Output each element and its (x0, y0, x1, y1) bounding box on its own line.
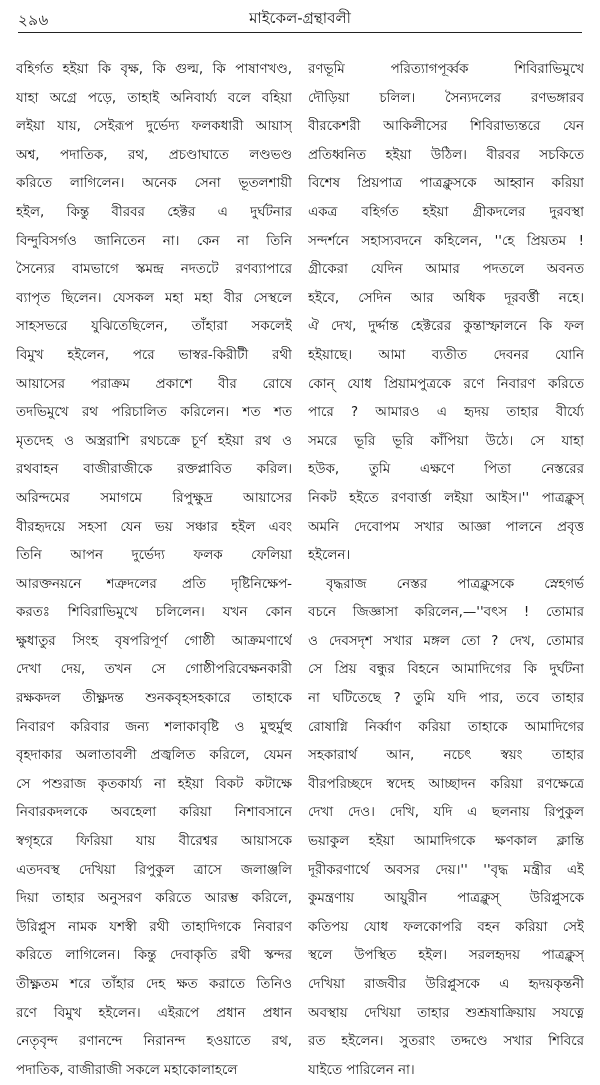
text-line: নিবারকদলকে অবহেলা করিয়া নিশাবসানে (16, 805, 292, 821)
text-line: আয়াসের পরাক্রম প্রকাশে বীর রোষে (16, 376, 292, 392)
text-line: করতঃ শিবিরাভিমুখে চলিলেন। যখন কোন (16, 605, 292, 621)
text-line: রণভূমি পরিত্যাগপূর্ব্বক শিবিরাভিমুখে (308, 62, 584, 77)
text-line: দেখা দেয়, তখন সে গোষ্ঠীপরিবেক্ষনকারী (16, 662, 292, 678)
text-line: এতদবস্থ দেখিয়া রিপুকুল ত্রাসে জলাঞ্জলি (16, 862, 292, 878)
text-line: সাহসভরে যুঝিতেছিলেন, তাঁহারা সকলেই (16, 319, 292, 335)
text-line: উরিপ্লুস নামক যশস্বী রথী তাহাদিগকে নিবারণ (16, 919, 292, 935)
text-line: কুমন্ত্রণায় আয়ুরীন পাত্রক্লুস্ উরিপ্লুসকে (308, 891, 584, 907)
text-line: ব্যাপৃত ছিলেন। যেসকল মহা মহা বীর সেস্থলে (16, 290, 292, 306)
text-line: হইল, কিন্তু বীরবর হেক্টর এ দুর্ঘটনার (16, 204, 292, 220)
text-line: বীরপরিচ্ছদে স্বদেহ আচ্ছাদন করিয়া রণক্ষেত্রে (308, 776, 584, 792)
text-columns (16, 56, 584, 1078)
text-line: বিমুখ হইলেন, পরে ভাস্বর-কিরীটী রথী (16, 347, 292, 363)
text-line: ও দেবসদৃশ সখার মঙ্গল তো ? দেখ, তোমার (308, 633, 584, 649)
text-line: ভয়াকুল হইয়া আমাদিগকে ক্ষণকাল ক্লান্তি (308, 834, 584, 850)
text-line: দূরীকরণার্থে অবসর দেয়।'' ''বৃদ্ধ মন্ত্রীর এই (308, 862, 584, 878)
text-line: ক্ষুধাতুর সিংহ বৃষপরিপূর্ণ গোষ্ঠী আক্রমণার্থে (16, 633, 292, 649)
text-line: বৃদ্ধরাজ নেস্তর পাত্রক্লুসকে স্নেহগর্ভ (326, 576, 584, 592)
text-line: বিশেষ প্রিয়পাত্র পাত্রক্লুসকে আহ্বান করিয়া (308, 176, 584, 192)
text-line: নিকট হইতে রণবার্ত্তা লইয়া আইস।'' পাত্রক্লুস্ (308, 490, 584, 506)
text-line: রথবাহন বাজীরাজীকে রক্তপ্লাবিত করিল। (16, 462, 292, 478)
text-line: পারে ? আমারও এ হৃদয় তাহার বীর্য্যে (308, 405, 584, 421)
left-column (16, 56, 292, 1078)
text-line: দেখিয়া রাজবীর উরিপ্লুসকে এ হৃদয়কৃন্তনী (308, 977, 584, 992)
text-line: তিনি আপন দুর্ভেদ্য ফলক ফেলিয়া (16, 548, 292, 564)
text-line: সে পশুরাজ কৃতকার্য্য না হইয়া বিকট কটাক্ষে (16, 776, 292, 792)
page-number: ২৯৬ (18, 11, 49, 29)
text-line: হইয়াছে। আমা ব্যতীত দেবনর যোনি (308, 347, 584, 363)
text-line: করিতে লাগিলেন। কিন্তু দেবাকৃতি রথী স্কন্দর (16, 948, 292, 964)
text-line: করিতে লাগিলেন। অনেক সেনা ভূতলশায়ী (16, 176, 292, 192)
text-line: কোন্ যোধ প্রিয়ামপুত্রকে রণে নিবারণ করিতে (308, 376, 584, 392)
text-line: অবস্থায় দেখিয়া তাহার শুশ্রূষাক্রিয়ায় সযত্নে (308, 1005, 584, 1021)
text-line: হউক, তুমি এক্ষণে পিতা নেস্তরের (308, 462, 584, 478)
text-line: দেখা দেও। দেখি, যদি এ ছলনায় রিপুকুল (308, 805, 584, 821)
paragraph (308, 571, 584, 1085)
text-line: রণে বিমুখ হইলেন। এইরূপে প্রধান প্রধান (16, 1005, 292, 1021)
text-line: স্থলে উপস্থিত হইল। সরলহৃদয় পাত্রক্লুস্ (308, 948, 584, 964)
text-line: যাইতে পারিলেন না। (308, 1062, 415, 1078)
text-line: বীরকেশরী আকিলীসের শিবিরাভ্যন্তরে যেন (308, 119, 584, 135)
text-line: ঐ দেখ, দুর্দ্দান্ত হেক্টরের কুন্তাস্ফালনে কি ফল (308, 319, 584, 335)
text-line: বচনে জিজ্ঞাসা করিলেন,—''বৎস ! তোমার (308, 605, 584, 621)
text-line: বীরহৃদয়ে সহসা যেন ভয় সঞ্চার হইল এবং (16, 519, 292, 535)
text-line: সৈন্যের বামভাগে স্কমন্দ্র নদতটে রণব্যাপারে (16, 262, 292, 278)
text-line: রক্ষকদল তীক্ষ্ণদন্ত শুনকবৃহসহকারে তাহাকে (16, 691, 292, 707)
text-line: না ঘটিতেছে ? তুমি যদি পার, তবে তাহার (308, 691, 584, 707)
text-line: সমরে ভূরি ভূরি কাঁপিয়া উঠে। সে যাহা (308, 433, 584, 449)
text-line: পদাতিক, বাজীরাজী সকলে মহাকোলাহলে (16, 1062, 238, 1078)
page-header (18, 6, 582, 33)
text-line: তীক্ষ্ণতম শরে তাঁহার দেহ ক্ষত করাতে তিনিও (16, 977, 292, 992)
right-column (308, 56, 584, 1078)
text-line: সে প্রিয় বন্ধুর বিহনে আমাদিগের কি দুর্ঘটনা (308, 662, 584, 678)
text-line: হইবে, সেদিন আর অধিক দূরবর্ত্তী নহে। (308, 290, 584, 306)
text-line: বহির্গত হইয়া কি বৃক্ষ, কি গুল্ম, কি পাষাণখণ্ড, (16, 62, 292, 77)
text-line: নিবারণ করিবার জন্য শলাকাবৃষ্টি ও মুহুর্মুহু (16, 719, 292, 735)
text-line: সন্দর্শনে সহাস্যবদনে কহিলেন, ''হে প্রিয়তম ! (308, 233, 584, 249)
text-line: আরক্তনয়নে শত্রুদলের প্রতি দৃষ্টিনিক্ষেপ- (16, 576, 292, 592)
text-line: অরিন্দমের সমাগমে রিপুক্ষুদ্র আয়াসের (16, 490, 292, 506)
text-line: যাহা অগ্রে পড়ে, তাহাই অনিবার্য্য বলে বহিয়া (16, 90, 292, 106)
running-title: মাইকেল-গ্রন্থাবলী (249, 8, 351, 27)
text-line: গ্রীকেরা যেদিন আমার পদতলে অবনত (308, 262, 584, 278)
text-line: বিন্দুবিসর্গও জানিতেন না। কেন না তিনি (16, 233, 292, 249)
text-line: অমনি দেবোপম সখার আজ্ঞা পালনে প্রবৃত্ত (308, 519, 584, 535)
text-line: প্রতিধ্বনিত হইয়া উঠিল। বীরবর সচকিতে (308, 147, 584, 163)
text-line: বৃহদাকার অলাতাবলী প্রজ্বলিত করিলে, যেমন (16, 748, 292, 764)
text-line: দৌড়িয়া চলিল। সৈন্যদলের রণভঙ্গারব (308, 90, 584, 106)
text-line: তদভিমুখে রথ পরিচালিত করিলেন। শত শত (16, 405, 292, 421)
text-line: স্বগৃহরে ফিরিয়া যায় বীরেশ্বর আয়াসকে (16, 834, 292, 850)
text-line: সহকারার্থ আন, নচেৎ স্বয়ং তাহার (308, 748, 584, 764)
paragraph (16, 56, 292, 1085)
text-line: রত হইলেন। সুতরাং তদ্দণ্ডে সখার শিবিরে (308, 1034, 584, 1050)
text-line: অশ্ব, পদাতিক, রথ, প্রচণ্ডাঘাতে লণ্ডভণ্ড (16, 147, 292, 163)
text-line: রোষাগ্নি নির্ব্বাণ করিয়া তাহাকে আমাদিগের (308, 719, 584, 735)
text-line: মৃতদেহ ও অস্ত্ররাশি রথচক্রে চূর্ণ হইয়া রথ ও (16, 433, 292, 449)
text-line: হইলেন। (308, 548, 351, 564)
text-line: নেতৃবৃন্দ রণানন্দে নিরানন্দ হওয়াতে রথ, (16, 1034, 292, 1050)
text-line: দিয়া তাহার অনুসরণ করিতে আরম্ভ করিলে, (16, 891, 292, 907)
paragraph (308, 56, 584, 571)
text-line: লইয়া যায়, সেইরূপ দুর্ভেদ্য ফলকধারী আয়াস্ (16, 119, 292, 135)
text-line: একত্র বহির্গত হইয়া গ্রীকদলের দুরবস্থা (308, 204, 584, 220)
text-line: কতিপয় যোধ ফলকোপরি বহন করিয়া সেই (308, 919, 584, 935)
